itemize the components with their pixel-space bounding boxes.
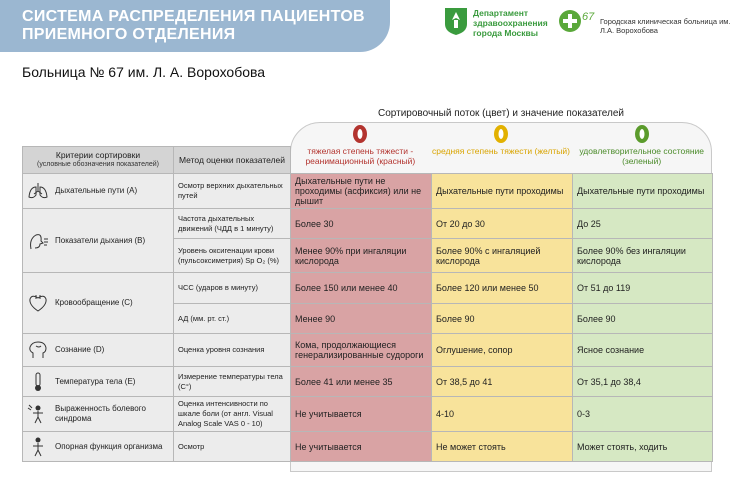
method-header: Метод оценки показателей <box>174 147 291 174</box>
green-value-cell: 0-3 <box>573 397 713 432</box>
moscow-emblem-icon <box>443 6 469 36</box>
green-value-cell: От 35,1 до 38,4 <box>573 367 713 397</box>
yellow-drop-icon <box>493 124 509 144</box>
green-value-cell: Более 90% без ингаляции кислорода <box>573 239 713 273</box>
flow-green-label: удовлетворительное состояние (зеленый) <box>579 146 705 166</box>
green-value-cell: Может стоять, ходить <box>573 432 713 462</box>
red-value-cell: Дыхательные пути не проходимы (асфиксия) или не дышит <box>291 174 432 209</box>
breathing-icon <box>27 231 49 251</box>
red-value-cell: Более 41 или менее 35 <box>291 367 432 397</box>
hospital-number: 67 <box>582 11 595 23</box>
green-value-cell: От 51 до 119 <box>573 273 713 304</box>
green-header-spacer <box>573 147 713 174</box>
sorting-table <box>22 146 713 462</box>
red-value-cell: Менее 90% при ингаляции кислорода <box>291 239 432 273</box>
red-value-cell: Более 30 <box>291 209 432 239</box>
criterion-cell: Сознание (D) <box>23 334 174 367</box>
method-cell: Осмотр верхних дыхательных путей <box>174 174 291 209</box>
method-cell: Оценка интенсивности по шкале боли (от англ. Visual Analog Scale VAS 0 - 10) <box>174 397 291 432</box>
pain-icon <box>27 404 49 424</box>
criterion-cell: Кровообращение (С) <box>23 273 174 334</box>
hospital-logo-text: Городская клиническая больница им. Л.А. Ворохобова <box>600 17 731 35</box>
green-drop-icon <box>634 124 650 144</box>
table-row <box>23 174 713 209</box>
method-cell: Измерение температуры тела (С°) <box>174 367 291 397</box>
banner-title: СИСТЕМА РАСПРЕДЕЛЕНИЯ ПАЦИЕНТОВ ПРИЕМНОГО ОТДЕЛЕНИЯ <box>22 8 365 43</box>
hospital-logo <box>558 6 733 40</box>
yellow-value-cell: Более 120 или менее 50 <box>432 273 573 304</box>
method-cell: Частота дыхательных движений (ЧДД в 1 минуту) <box>174 209 291 239</box>
hospital-cross-icon <box>558 6 598 36</box>
table-row <box>23 367 713 397</box>
green-value-cell: До 25 <box>573 209 713 239</box>
criteria-subheader: (условные обозначения показателей) <box>36 161 159 168</box>
heart-icon <box>27 293 49 313</box>
yellow-value-cell: От 20 до 30 <box>432 209 573 239</box>
person-icon <box>27 437 49 457</box>
table-row <box>23 397 713 432</box>
lungs-icon <box>27 181 49 201</box>
red-value-cell: Более 150 или менее 40 <box>291 273 432 304</box>
green-value-cell: Дыхательные пути проходимы <box>573 174 713 209</box>
criterion-cell: Выраженность болевого синдрома <box>23 397 174 432</box>
method-cell: Оценка уровня сознания <box>174 334 291 367</box>
title-banner <box>0 0 390 52</box>
brain-icon <box>27 340 49 360</box>
yellow-header-spacer <box>432 147 573 174</box>
criteria-header: Критерии сортировки (условные обозначения показателей) <box>23 147 174 174</box>
criterion-cell: Дыхательные пути (А) <box>23 174 174 209</box>
red-value-cell: Не учитывается <box>291 397 432 432</box>
table-row <box>23 432 713 462</box>
method-cell: АД (мм. рт. ст.) <box>174 304 291 334</box>
criterion-cell: Показатели дыхания (В) <box>23 209 174 273</box>
green-value-cell: Ясное сознание <box>573 334 713 367</box>
yellow-value-cell: Дыхательные пути проходимы <box>432 174 573 209</box>
yellow-value-cell: Оглушение, сопор <box>432 334 573 367</box>
criterion-cell: Опорная функция организма <box>23 432 174 462</box>
yellow-value-cell: Более 90 <box>432 304 573 334</box>
flow-red-label: тяжелая степень тяжести - реанимационный (красный) <box>305 146 416 166</box>
method-cell: Осмотр <box>174 432 291 462</box>
red-value-cell: Не учитывается <box>291 432 432 462</box>
flow-yellow-label: средняя степень тяжести (желтый) <box>432 146 570 156</box>
table-row <box>23 334 713 367</box>
table-header-row <box>23 147 713 174</box>
red-header-spacer <box>291 147 432 174</box>
yellow-value-cell: От 38,5 до 41 <box>432 367 573 397</box>
green-value-cell: Более 90 <box>573 304 713 334</box>
criterion-cell: Температура тела (Е) <box>23 367 174 397</box>
table-row <box>23 209 713 239</box>
method-cell: ЧСС (ударов в минуту) <box>174 273 291 304</box>
department-logo-text: Департамент здравоохранения города Москвы <box>473 8 548 38</box>
method-cell: Уровень оксигенации крови (пульсоксиметрия) Sp O₂ (%) <box>174 239 291 273</box>
yellow-value-cell: Не может стоять <box>432 432 573 462</box>
red-drop-icon <box>352 124 368 144</box>
yellow-value-cell: 4-10 <box>432 397 573 432</box>
yellow-value-cell: Более 90% с ингаляцией кислорода <box>432 239 573 273</box>
red-value-cell: Менее 90 <box>291 304 432 334</box>
red-value-cell: Кома, продолжающиеся генерализированные судороги <box>291 334 432 367</box>
table-row <box>23 273 713 304</box>
thermometer-icon <box>27 372 49 392</box>
department-logo <box>443 6 553 40</box>
page-title: Больница № 67 им. Л. А. Ворохобова <box>22 64 266 80</box>
flow-heading: Сортировочный поток (цвет) и значение показателей <box>377 108 624 119</box>
